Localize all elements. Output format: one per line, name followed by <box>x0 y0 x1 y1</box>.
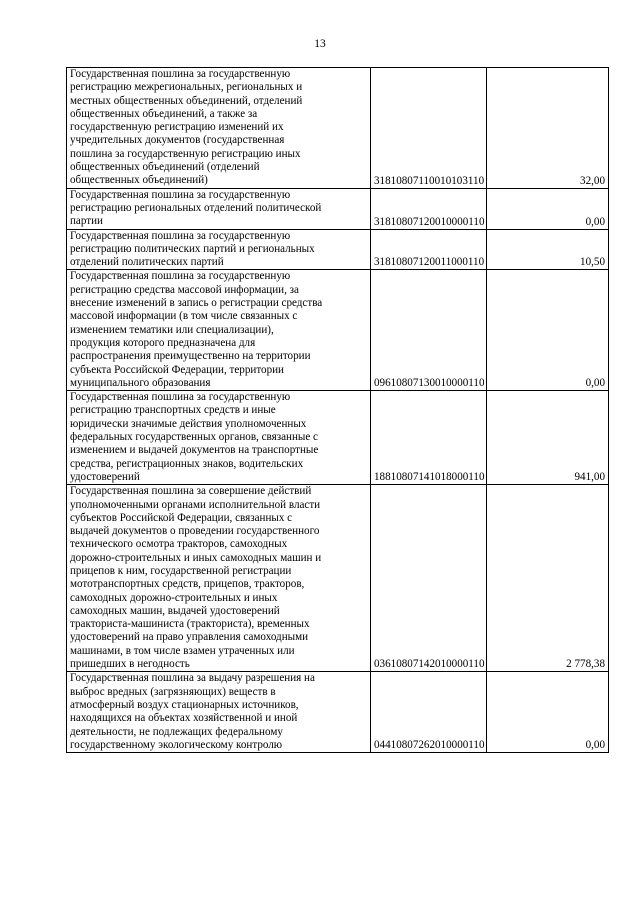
fee-description-cell <box>67 391 371 485</box>
amount: 941,00 <box>574 471 605 484</box>
amount-cell <box>487 188 609 229</box>
amount-cell <box>487 68 609 189</box>
table-row <box>67 270 609 391</box>
budget-code: 31810807120011000110 <box>374 256 485 269</box>
fee-description: Государственная пошлина за государственную регистрацию межрегиональных, региональных и местных общественных объединений, отделений общественных объединений, а также за государственную регистрацию изменений их учредительных документов (государственная пошлина за государственную регистрацию иных общественных объединений (отделений общественных объединений) <box>70 68 303 187</box>
amount: 0,00 <box>585 739 605 752</box>
amount: 2 778,38 <box>566 658 605 671</box>
fee-description-cell <box>67 270 371 391</box>
page-number: 13 <box>314 38 326 50</box>
amount: 0,00 <box>585 215 605 228</box>
budget-code-cell <box>371 68 487 189</box>
fee-description: Государственная пошлина за государственную регистрацию политических партий и региональных отделений политических партий <box>70 229 315 269</box>
amount: 0,00 <box>585 377 605 390</box>
budget-code: 04410807262010000110 <box>374 739 485 752</box>
table-row <box>67 391 609 485</box>
table-row <box>67 672 609 753</box>
budget-code: 31810807120010000110 <box>374 215 485 228</box>
fee-description: Государственная пошлина за государственную регистрацию транспортных средств и иные юридически значимые действия уполномоченных федеральных государственных органов, связанные с изменением и выдачей документов на транспортные средства, регистрационных знаков, водительских удостоверений <box>70 391 319 483</box>
amount: 32,00 <box>580 174 605 187</box>
budget-code-cell <box>371 391 487 485</box>
fee-description: Государственная пошлина за государственную регистрацию средства массовой информации, за внесение изменений в запись о регистрации средства массовой информации (в том числе связанных с изменением тематики или специализации), продукция которого предназначена для распространения преимущественно на территории субъекта Российской Федерации, территории муниципального образования <box>70 270 323 389</box>
amount-cell <box>487 672 609 753</box>
budget-code: 03610807142010000110 <box>374 658 485 671</box>
fee-description-cell <box>67 68 371 189</box>
fee-description-cell <box>67 229 371 270</box>
fee-description-cell <box>67 188 371 229</box>
amount-cell <box>487 485 609 672</box>
budget-code-cell <box>371 485 487 672</box>
amount-cell <box>487 229 609 270</box>
table-row <box>67 68 609 189</box>
budget-code-cell <box>371 229 487 270</box>
fee-description-cell <box>67 485 371 672</box>
amount: 10,50 <box>580 256 605 269</box>
table-row <box>67 229 609 270</box>
fee-description: Государственная пошлина за совершение действий уполномоченными органами исполнительной власти субъектов Российской Федерации, связанных с выдачей документов о проведении государственного технического осмотра тракторов, самоходных дорожно-строительных и иных самоходных машин и прицепов к ним, государственной регистрации мототранспортных средств, прицепов, тракторов, самоходных дорожно-строительных и иных самоходных машин, выдачей удостоверений тракториста-машиниста (тракториста), временных удостоверений на право управления самоходными машинами, в том числе взамен утраченных или пришедших в негодность <box>70 485 322 671</box>
fee-description: Государственная пошлина за государственную регистрацию региональных отделений политической партии <box>70 188 322 228</box>
budget-code-cell <box>371 188 487 229</box>
fees-table <box>66 67 609 753</box>
budget-code-cell <box>371 672 487 753</box>
budget-code: 09610807130010000110 <box>374 377 485 390</box>
fee-description-cell <box>67 672 371 753</box>
budget-code: 18810807141018000110 <box>374 471 485 484</box>
table-row <box>67 188 609 229</box>
table-row <box>67 485 609 672</box>
budget-code-cell <box>371 270 487 391</box>
amount-cell <box>487 391 609 485</box>
budget-code: 31810807110010103110 <box>374 174 485 187</box>
fee-description: Государственная пошлина за выдачу разрешения на выброс вредных (загрязняющих) веществ в атмосферный воздух стационарных источников, находящихся на объектах хозяйственной и иной деятельности, не подлежащих федеральному государственному экологическому контролю <box>70 672 315 751</box>
amount-cell <box>487 270 609 391</box>
